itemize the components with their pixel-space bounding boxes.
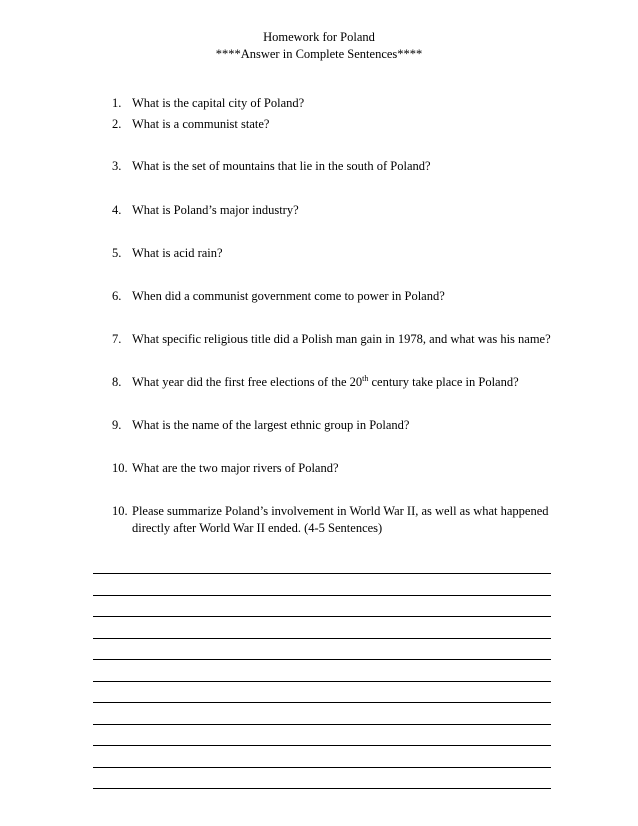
question-text: What is a communist state?: [132, 117, 270, 131]
question-text: What is the name of the largest ethnic group in Poland?: [132, 418, 410, 432]
question-number: 1.: [112, 96, 122, 110]
answer-line: [93, 681, 551, 682]
answer-line: [93, 638, 551, 639]
ordinal-suffix: th: [362, 373, 369, 383]
answer-line: [93, 595, 551, 596]
question-number: 5.: [112, 246, 122, 260]
answer-line: [93, 659, 551, 660]
question-text-start: What year did the first free elections of the 20: [132, 375, 363, 389]
answer-line: [93, 702, 551, 703]
question-text: What is the set of mountains that lie in the south of Poland?: [132, 159, 431, 173]
answer-line: [93, 788, 551, 789]
question-number: 7.: [112, 332, 122, 346]
question-text: What is acid rain?: [132, 246, 223, 260]
question-number: 3.: [112, 159, 122, 173]
question-text: What are the two major rivers of Poland?: [132, 461, 339, 475]
question-text-end: century take place in Poland?: [368, 375, 519, 389]
question-number: 10.: [112, 461, 128, 475]
question-number: 6.: [112, 289, 122, 303]
answer-line: [93, 724, 551, 725]
question-text: [132, 503, 558, 537]
worksheet-instructions: ****Answer in Complete Sentences****: [215, 47, 423, 61]
question-number: 4.: [112, 203, 122, 217]
question-number: 9.: [112, 418, 122, 432]
question-number: 2.: [112, 117, 122, 131]
worksheet-title: Homework for Poland: [263, 30, 375, 44]
question-text-line: Please summarize Poland’s involvement in World War II, as well as what happened: [132, 504, 549, 518]
answer-line: [93, 573, 551, 574]
question-text: What specific religious title did a Polish man gain in 1978, and what was his name?: [132, 332, 551, 346]
answer-line: [93, 745, 551, 746]
question-text: When did a communist government come to power in Poland?: [132, 289, 445, 303]
question-text-line: directly after World War II ended. (4-5 Sentences): [132, 521, 383, 535]
answer-line: [93, 767, 551, 768]
question-text: What is Poland’s major industry?: [132, 203, 299, 217]
question-number: 10.: [112, 504, 128, 518]
question-text: [132, 374, 558, 391]
worksheet-header: [0, 29, 638, 63]
question-text: What is the capital city of Poland?: [132, 96, 305, 110]
question-number: 8.: [112, 375, 122, 389]
answer-line: [93, 616, 551, 617]
